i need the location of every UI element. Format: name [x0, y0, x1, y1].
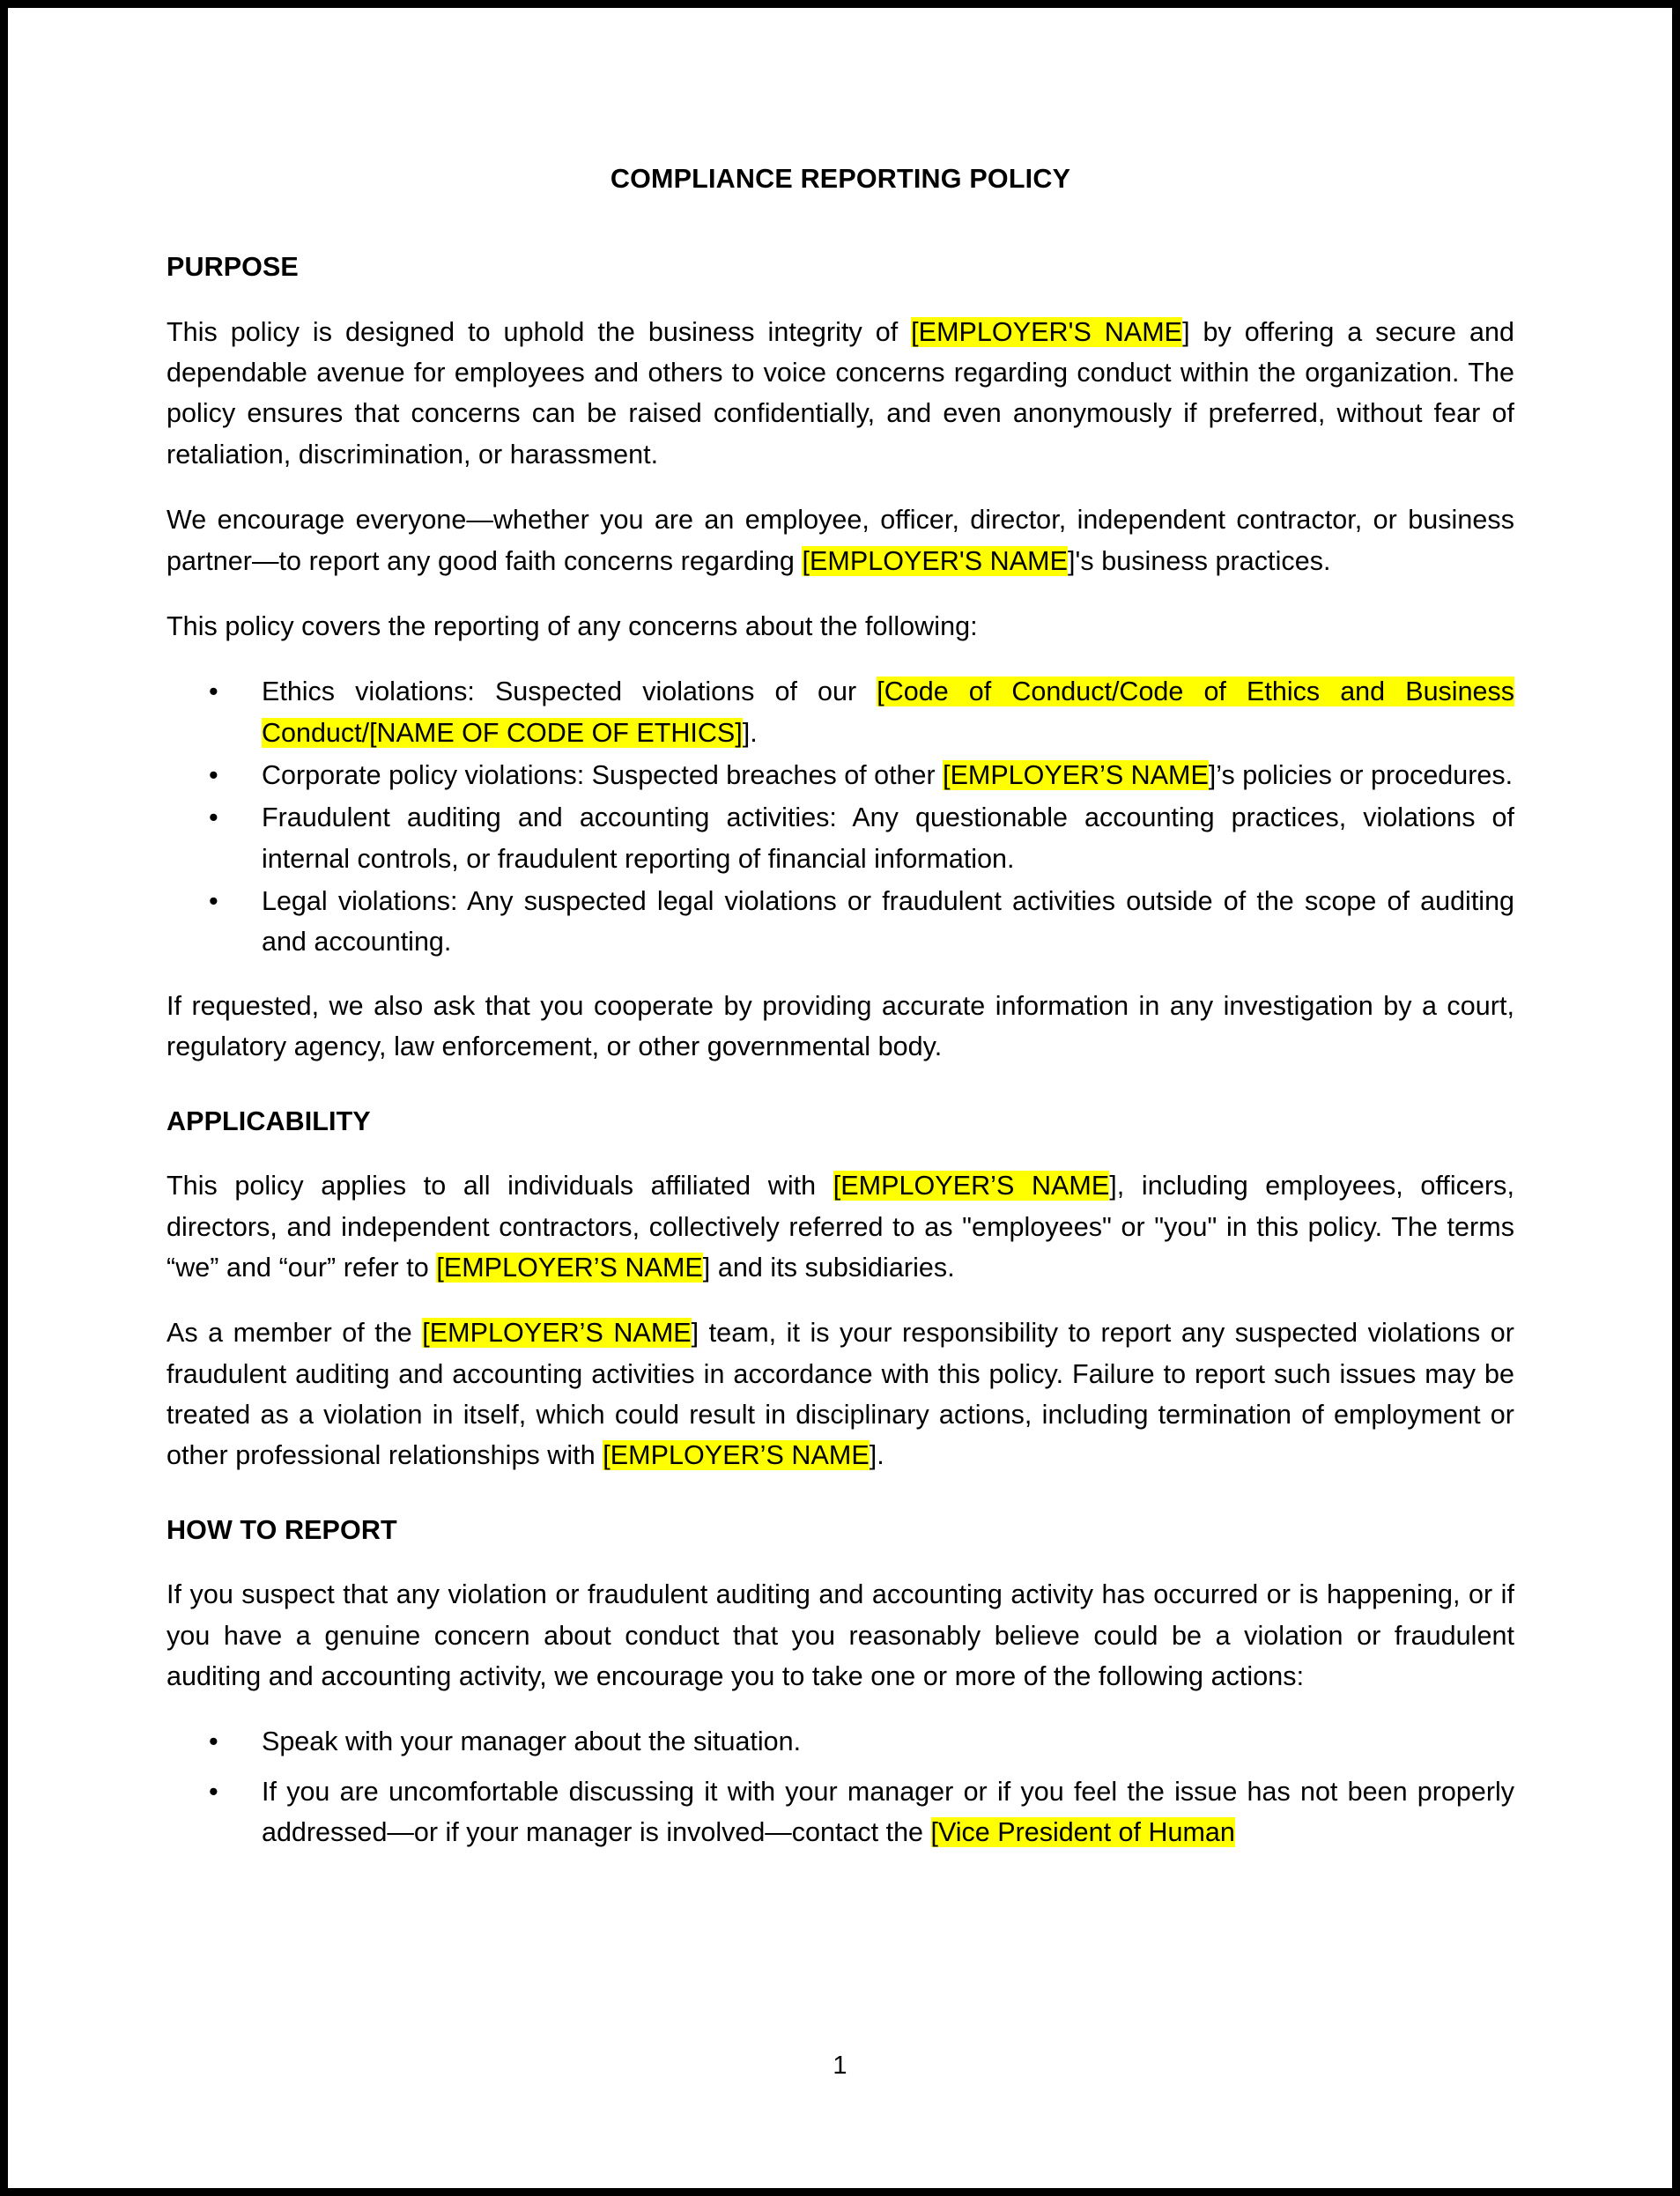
page-title: COMPLIANCE REPORTING POLICY — [610, 164, 1071, 194]
purpose-p1-text-after: ] by offering a secure and dependable avenue for employees and others to voice concerns regarding conduct within the organization. The policy ensures that concerns can be raised confidentially, and even anonymously if preferred, without fear of retaliation, discrimination, or harassment. — [167, 316, 1514, 470]
applicability-p2-text-before: As a member of the — [167, 1318, 423, 1349]
applicability-p2-text-after: ]. — [869, 1440, 884, 1471]
applicability-p1-text-after: ] and its subsidiaries. — [702, 1252, 955, 1283]
list-item-content: Speak with your manager about the situation. — [262, 1726, 802, 1757]
bullet-dot-icon: • — [209, 1776, 218, 1807]
purpose-p2-text-before: We encourage everyone—whether you are an employee, officer, director, independent contractor, or business partner—to report any good faith concerns regarding — [167, 505, 1514, 576]
purpose-paragraph-2 — [167, 499, 1514, 581]
bullet-6-placeholder-vice-president: [Vice President of Human — [930, 1817, 1235, 1848]
bullet-6-text-before: If you are uncomfortable discussing it with your manager or if you feel the issue has not been properly addressed—or if your manager is involved—contact the — [262, 1776, 1514, 1848]
bullet-dot-icon: • — [209, 886, 218, 917]
document-body — [167, 162, 1514, 1875]
list-item — [167, 1721, 1514, 1762]
list-item — [167, 1771, 1514, 1853]
list-item-content — [262, 671, 1514, 753]
how-to-report-paragraph-1: If you suspect that any violation or fraudulent auditing and accounting activity has occurred or is happening, or if you have a genuine concern about conduct that you reasonably believe could be a violation or fraudulent auditing and accounting activity, we encourage you to take one or more of the following actions: — [167, 1579, 1514, 1692]
bullet-1-text-after: ]. — [742, 717, 758, 748]
page-number: 1 — [833, 2052, 847, 2080]
applicability-p2-text-middle: ] team, it is your responsibility to report any suspected violations or fraudulent auditing and accounting activities in accordance with this policy. Failure to report such issues may be treated as a violation in itself, which could result in disciplinary actions, including termination of employment or other professional relationships with — [167, 1318, 1514, 1471]
purpose-p1-placeholder-employer-name: [EMPLOYER'S NAME — [911, 316, 1183, 347]
list-item-content — [262, 755, 1514, 795]
how-to-report-bullet-list — [167, 1721, 1514, 1852]
bullet-dot-icon: • — [209, 802, 218, 833]
bullet-2-text-before: Corporate policy violations: Suspected breaches of other — [262, 760, 944, 790]
bullet-dot-icon: • — [209, 677, 218, 707]
purpose-paragraph-1 — [167, 312, 1514, 475]
bullet-1-text-before: Ethics violations: Suspected violations of our — [262, 677, 877, 707]
list-item-content: Fraudulent auditing and accounting activities: Any questionable accounting practices, violations of internal controls, or fraudulent reporting of financial information. — [262, 802, 1514, 874]
bullet-1-placeholder-code-of-ethics: [Code of Conduct/Code of Ethics and Business Conduct/[NAME OF CODE OF ETHICS] — [262, 677, 1514, 748]
list-item — [167, 671, 1514, 753]
bullet-dot-icon: • — [209, 760, 218, 790]
applicability-p2-placeholder-employer-name-1: [EMPLOYER’S NAME — [422, 1318, 692, 1349]
purpose-bullet-list — [167, 671, 1514, 963]
section-heading-how-to-report: HOW TO REPORT — [167, 1514, 397, 1545]
bullet-dot-icon: • — [209, 1726, 218, 1757]
applicability-p1-placeholder-employer-name-1: [EMPLOYER’S NAME — [833, 1171, 1110, 1202]
applicability-p1-text-middle: ], including employees, officers, directors, and independent contractors, collectively referred to as "employees" or "you" in this policy. The terms “we” and “our” refer to — [167, 1171, 1515, 1283]
purpose-p2-text-after: ]'s business practices. — [1068, 545, 1331, 576]
applicability-p1-placeholder-employer-name-2: [EMPLOYER’S NAME — [436, 1252, 703, 1283]
purpose-p1-text-before: This policy is designed to uphold the business integrity of — [167, 316, 912, 347]
list-item — [167, 881, 1514, 963]
page-content-area — [8, 8, 1672, 2188]
applicability-paragraph-1 — [167, 1165, 1514, 1288]
applicability-p1-text-before: This policy applies to all individuals affiliated with — [167, 1171, 833, 1202]
bullet-2-placeholder-employer-name: [EMPLOYER’S NAME — [943, 760, 1209, 790]
purpose-paragraph-4: If requested, we also ask that you cooperate by providing accurate information in any investigation by a court, regulatory agency, law enforcement, or other governmental body. — [167, 990, 1514, 1062]
bullet-2-text-after: ]’s policies or procedures. — [1208, 760, 1513, 790]
section-heading-applicability: APPLICABILITY — [167, 1105, 371, 1136]
applicability-p2-placeholder-employer-name-2: [EMPLOYER’S NAME — [603, 1440, 870, 1471]
applicability-paragraph-2 — [167, 1312, 1514, 1475]
purpose-p2-placeholder-employer-name: [EMPLOYER'S NAME — [802, 545, 1068, 576]
list-item — [167, 797, 1514, 879]
section-heading-purpose: PURPOSE — [167, 252, 299, 283]
purpose-paragraph-3: This policy covers the reporting of any concerns about the following: — [167, 610, 978, 641]
list-item-content: Legal violations: Any suspected legal violations or fraudulent activities outside of the scope of auditing and accounting. — [262, 886, 1514, 958]
list-item-content — [262, 1771, 1514, 1853]
list-item — [167, 755, 1514, 795]
